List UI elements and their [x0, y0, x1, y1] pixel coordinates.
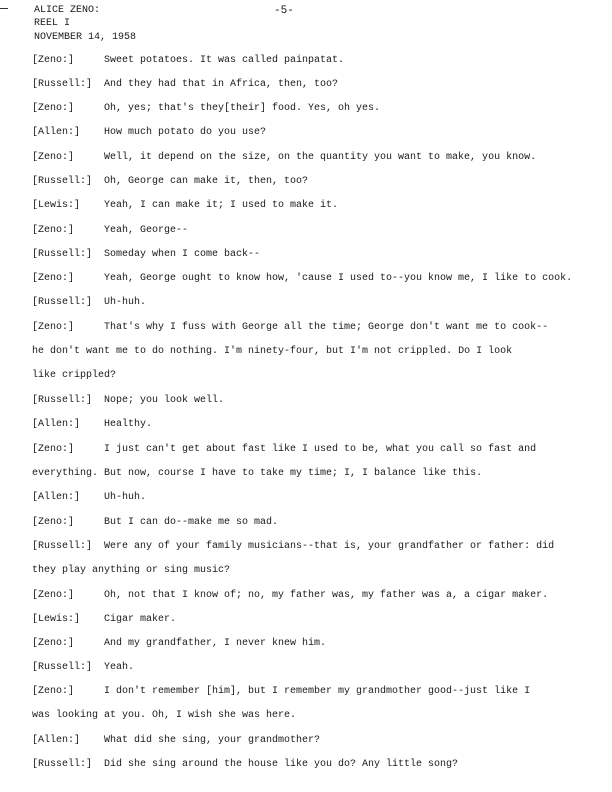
speaker-label: [Zeno:] — [32, 517, 75, 528]
speech-text: Yeah, George ought to know how, 'cause I used to--you know me, I like to cook. — [104, 273, 573, 284]
speech-text: Oh, yes; that's they[their] food. Yes, oh yes. — [104, 103, 381, 114]
speaker-label: [Allen:] — [32, 735, 81, 746]
speaker-label: [Zeno:] — [32, 103, 75, 114]
speaker-label: [Russell:] — [32, 297, 93, 308]
speech-text: Uh-huh. — [104, 492, 147, 503]
speech-continuation: everything. But now, course I have to take my time; I, I balance like this. — [32, 468, 483, 479]
speech-text: How much potato do you use? — [104, 127, 267, 138]
speech-text: Oh, not that I know of; no, my father was, my father was a, a cigar maker. — [104, 590, 549, 601]
speech-text: I just can't get about fast like I used to be, what you call so fast and — [104, 444, 537, 455]
speech-text: I don't remember [him], but I remember my grandmother good--just like I — [104, 686, 531, 697]
speaker-label: [Lewis:] — [32, 614, 81, 625]
speaker-label: [Zeno:] — [32, 444, 75, 455]
speech-continuation: they play anything or sing music? — [32, 565, 231, 576]
speaker-label: [Zeno:] — [32, 225, 75, 236]
header-line-2: REEL I — [34, 18, 71, 29]
speaker-label: [Lewis:] — [32, 200, 81, 211]
speaker-label: [Zeno:] — [32, 322, 75, 333]
speech-text: Did she sing around the house like you do? Any little song? — [104, 759, 459, 770]
header-line-1: ALICE ZENO: — [34, 5, 101, 16]
speaker-label: [Allen:] — [32, 419, 81, 430]
speaker-label: [Allen:] — [32, 127, 81, 138]
speaker-label: [Zeno:] — [32, 273, 75, 284]
margin-mark — [0, 8, 8, 9]
speech-text: But I can do--make me so mad. — [104, 517, 279, 528]
speaker-label: [Russell:] — [32, 395, 93, 406]
speech-continuation: he don't want me to do nothing. I'm ninety-four, but I'm not crippled. Do I look — [32, 346, 513, 357]
speaker-label: [Zeno:] — [32, 686, 75, 697]
speaker-label: [Zeno:] — [32, 638, 75, 649]
header-line-3: NOVEMBER 14, 1958 — [34, 32, 137, 43]
speech-continuation: like crippled? — [32, 370, 117, 381]
speech-text: Well, it depend on the size, on the quantity you want to make, you know. — [104, 152, 537, 163]
speech-text: Yeah. — [104, 662, 135, 673]
speaker-label: [Russell:] — [32, 541, 93, 552]
speaker-label: [Russell:] — [32, 176, 93, 187]
speaker-label: [Zeno:] — [32, 590, 75, 601]
speech-text: Someday when I come back-- — [104, 249, 261, 260]
speech-text: What did she sing, your grandmother? — [104, 735, 321, 746]
speech-text: And my grandfather, I never knew him. — [104, 638, 327, 649]
speech-text: Yeah, George-- — [104, 225, 189, 236]
speaker-label: [Russell:] — [32, 759, 93, 770]
speech-text: Were any of your family musicians--that is, your grandfather or father: did — [104, 541, 555, 552]
speech-continuation: was looking at you. Oh, I wish she was here. — [32, 710, 297, 721]
speech-text: Yeah, I can make it; I used to make it. — [104, 200, 339, 211]
speech-text: Sweet potatoes. It was called painpatat. — [104, 55, 345, 66]
speaker-label: [Russell:] — [32, 662, 93, 673]
speaker-label: [Zeno:] — [32, 55, 75, 66]
speech-text: Nope; you look well. — [104, 395, 225, 406]
page-number: -5- — [274, 5, 294, 17]
speech-text: Oh, George can make it, then, too? — [104, 176, 309, 187]
speaker-label: [Russell:] — [32, 249, 93, 260]
speaker-label: [Zeno:] — [32, 152, 75, 163]
speech-text: And they had that in Africa, then, too? — [104, 79, 339, 90]
speech-text: Uh-huh. — [104, 297, 147, 308]
speech-text: Cigar maker. — [104, 614, 177, 625]
speaker-label: [Allen:] — [32, 492, 81, 503]
speech-text: That's why I fuss with George all the time; George don't want me to cook-- — [104, 322, 549, 333]
speaker-label: [Russell:] — [32, 79, 93, 90]
speech-text: Healthy. — [104, 419, 153, 430]
